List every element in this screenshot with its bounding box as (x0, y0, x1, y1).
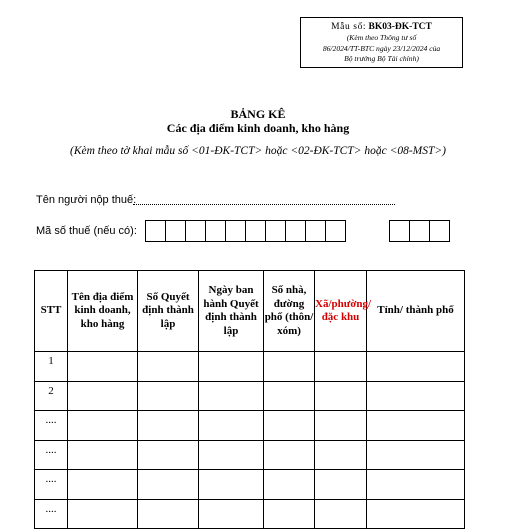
table-cell[interactable] (367, 470, 465, 500)
table-cell[interactable] (138, 411, 199, 441)
table-row (35, 499, 465, 529)
table-row (35, 440, 465, 470)
table-cell[interactable] (315, 352, 367, 382)
table-row (35, 411, 465, 441)
header-location-name: Tên địa điểm kinh doanh, kho hàng (68, 271, 138, 352)
tax-code-branch-digit-box[interactable] (429, 220, 450, 242)
table-cell[interactable] (199, 499, 264, 529)
form-code-value: BK03-ĐK-TCT (368, 22, 432, 32)
tax-code-digit-box[interactable] (245, 220, 266, 242)
table-cell[interactable] (68, 381, 138, 411)
header-commune-ward: Xã/phường/đặc khu (315, 271, 367, 352)
table-cell[interactable] (367, 440, 465, 470)
table-cell[interactable] (138, 470, 199, 500)
table-cell[interactable] (264, 470, 315, 500)
table-cell[interactable] (367, 381, 465, 411)
table-cell[interactable] (315, 440, 367, 470)
tax-code-digit-box[interactable] (185, 220, 206, 242)
form-legal-note: (Kèm theo Thông tư số 86/2024/TT-BTC ngày 23/12/2024 của Bộ trưởng Bộ Tài chính) (322, 33, 441, 63)
tax-code-label: Mã số thuế (nếu có): (36, 225, 137, 237)
form-code-box (300, 17, 463, 68)
table-cell[interactable] (68, 411, 138, 441)
header-province-city: Tỉnh/ thành phố (367, 271, 465, 352)
row-stt: .... (35, 411, 68, 441)
table-header-row (35, 271, 465, 352)
table-cell[interactable] (199, 440, 264, 470)
row-stt: .... (35, 470, 68, 500)
table-cell[interactable] (315, 381, 367, 411)
header-decision-date: Ngày ban hành Quyết định thành lập (199, 271, 264, 352)
header-decision-number: Số Quyết định thành lập (138, 271, 199, 352)
tax-code-branch-boxes (389, 220, 449, 242)
locations-table (34, 270, 465, 529)
table-cell[interactable] (199, 411, 264, 441)
attachment-note: (Kèm theo tờ khai mẫu số <01-ĐK-TCT> hoặc <02-ĐK-TCT> hoặc <08-MST>) (70, 145, 446, 157)
document-subtitle: Các địa điểm kinh doanh, kho hàng (166, 121, 350, 135)
table-cell[interactable] (264, 381, 315, 411)
table-cell[interactable] (199, 352, 264, 382)
table-cell[interactable] (138, 381, 199, 411)
table-cell[interactable] (68, 470, 138, 500)
taxpayer-name-field[interactable] (133, 204, 395, 205)
header-stt: STT (35, 271, 68, 352)
tax-code-branch-digit-box[interactable] (389, 220, 410, 242)
table-cell[interactable] (68, 352, 138, 382)
table-cell[interactable] (68, 499, 138, 529)
tax-code-digit-box[interactable] (285, 220, 306, 242)
tax-code-main-boxes (145, 220, 345, 242)
document-title: BẢNG KÊ (230, 107, 286, 121)
table-cell[interactable] (68, 440, 138, 470)
table-cell[interactable] (315, 470, 367, 500)
form-code-line (301, 21, 462, 33)
table-row (35, 352, 465, 382)
tax-code-digit-box[interactable] (145, 220, 166, 242)
table-cell[interactable] (264, 411, 315, 441)
tax-code-digit-box[interactable] (165, 220, 186, 242)
row-stt: .... (35, 440, 68, 470)
table-row (35, 470, 465, 500)
table-cell[interactable] (264, 499, 315, 529)
table-cell[interactable] (199, 381, 264, 411)
row-stt: .... (35, 499, 68, 529)
row-stt: 1 (35, 352, 68, 382)
tax-code-branch-digit-box[interactable] (409, 220, 430, 242)
table-cell[interactable] (138, 499, 199, 529)
table-cell[interactable] (315, 499, 367, 529)
table-cell[interactable] (315, 411, 367, 441)
table-cell[interactable] (138, 440, 199, 470)
header-street-address: Số nhà, đường phố (thôn/ xóm) (264, 271, 315, 352)
table-cell[interactable] (264, 440, 315, 470)
table-cell[interactable] (199, 470, 264, 500)
taxpayer-name-label: Tên người nộp thuế: (36, 194, 137, 206)
table-cell[interactable] (367, 499, 465, 529)
table-cell[interactable] (264, 352, 315, 382)
form-code-label: Mẫu số: (331, 22, 367, 32)
tax-code-digit-box[interactable] (225, 220, 246, 242)
tax-code-digit-box[interactable] (325, 220, 346, 242)
tax-code-digit-box[interactable] (305, 220, 326, 242)
table-cell[interactable] (367, 411, 465, 441)
table-cell[interactable] (367, 352, 465, 382)
table-cell[interactable] (138, 352, 199, 382)
row-stt: 2 (35, 381, 68, 411)
table-row (35, 381, 465, 411)
tax-code-digit-box[interactable] (205, 220, 226, 242)
tax-code-digit-box[interactable] (265, 220, 286, 242)
